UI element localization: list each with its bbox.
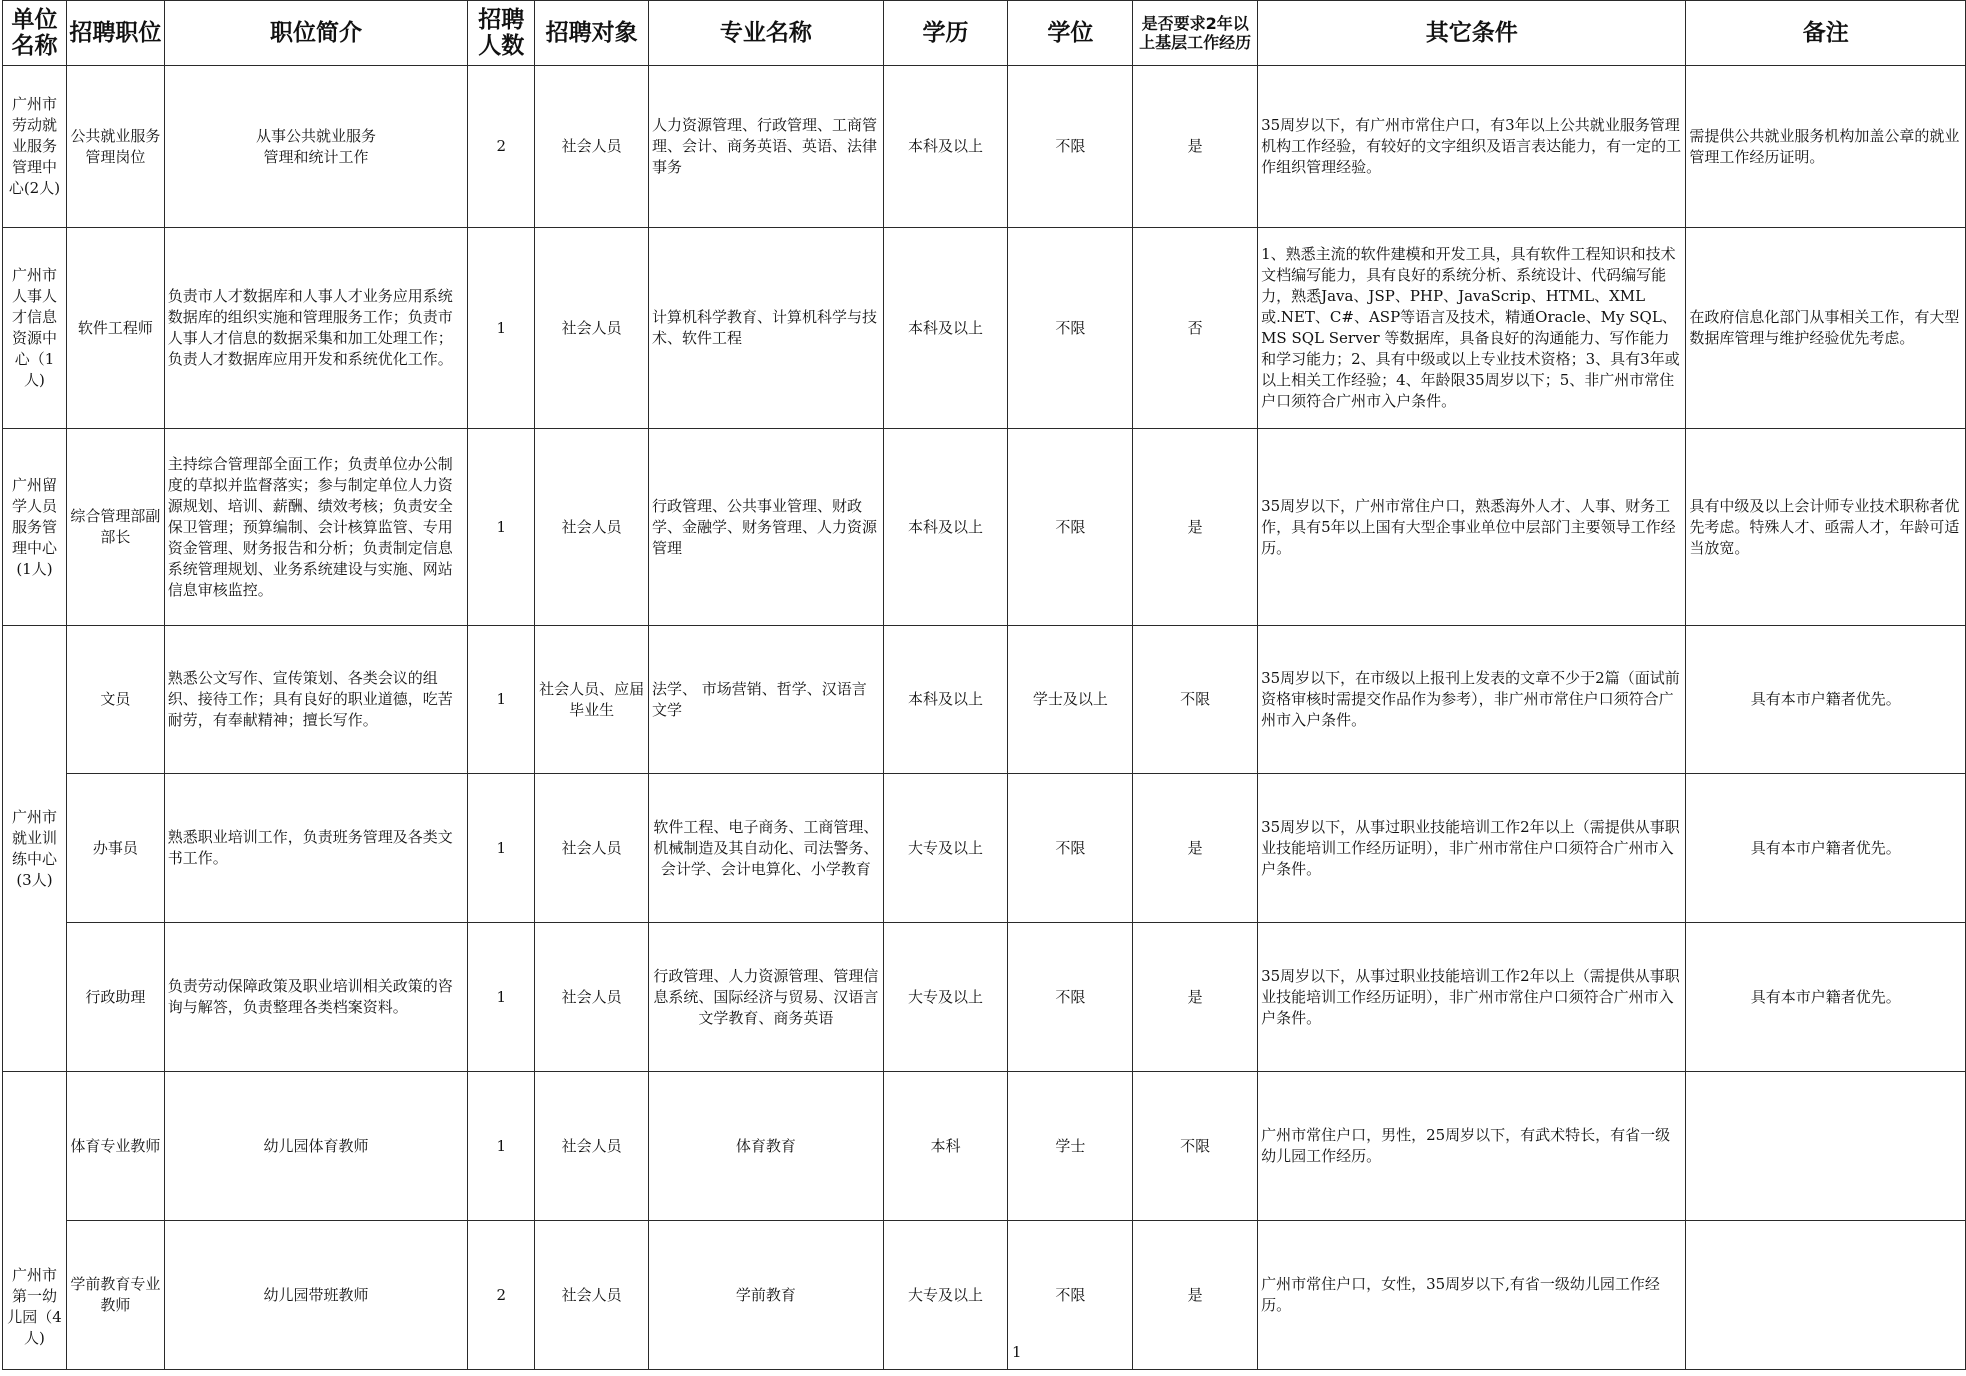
unit-name: 广州市劳动就业服务管理中心(2人)	[3, 66, 67, 228]
other-cell: 1、熟悉主流的软件建模和开发工具，具有软件工程知识和技术文档编写能力，具有良好的系统分析、系统设计、代码编写能力，熟悉Java、JSP、PHP、JavaScrip、HTML、XML或.NET、C#、ASP等语言及技术，精通Oracle、My SQL、MS SQL Server 等数据库，具备良好的沟通能力、写作能力和学习能力；2、具有中级或以上专业技术资格；3、具有3年或以上相关工作经验；4、年龄限35周岁以下；5、非广州市常住户口须符合广州市入户条件。	[1258, 228, 1686, 429]
education-cell: 本科	[883, 1072, 1008, 1221]
grassroots-cell: 不限	[1133, 1072, 1258, 1221]
education-cell: 大专及以上	[883, 1221, 1008, 1370]
table-row	[3, 228, 1966, 429]
degree-cell: 不限	[1008, 1221, 1133, 1370]
degree-cell: 学士	[1008, 1072, 1133, 1221]
major-cell: 学前教育	[649, 1221, 884, 1370]
education-cell: 本科及以上	[883, 626, 1008, 774]
unit-name: 广州市人事人才信息资源中心（1人)	[3, 228, 67, 429]
major-cell: 软件工程、电子商务、工商管理、机械制造及其自动化、司法警务、会计学、会计电算化、小学教育	[649, 774, 884, 923]
position-cell: 办事员	[66, 774, 164, 923]
header-row	[3, 1, 1966, 66]
count-cell: 1	[468, 228, 535, 429]
degree-cell: 学士及以上	[1008, 626, 1133, 774]
degree-cell: 不限	[1008, 429, 1133, 626]
count-cell: 1	[468, 923, 535, 1072]
position-cell: 软件工程师	[66, 228, 164, 429]
other-cell: 35周岁以下，广州市常住户口，熟悉海外人才、人事、财务工作，具有5年以上国有大型企事业单位中层部门主要领导工作经历。	[1258, 429, 1686, 626]
remark-cell: 具有本市户籍者优先。	[1686, 774, 1966, 923]
desc-cell: 负责劳动保障政策及职业培训相关政策的咨询与解答，负责整理各类档案资料。	[164, 923, 467, 1072]
grassroots-cell: 是	[1133, 774, 1258, 923]
remark-cell: 需提供公共就业服务机构加盖公章的就业管理工作经历证明。	[1686, 66, 1966, 228]
education-cell: 本科及以上	[883, 429, 1008, 626]
unit-name: 广州市第一幼儿园（4人)	[3, 1072, 67, 1370]
degree-cell: 不限	[1008, 923, 1133, 1072]
grassroots-cell: 是	[1133, 66, 1258, 228]
degree-cell: 不限	[1008, 228, 1133, 429]
target-cell: 社会人员	[535, 66, 649, 228]
degree-cell: 不限	[1008, 66, 1133, 228]
table-row	[3, 66, 1966, 228]
desc-cell: 熟悉公文写作、宣传策划、各类会议的组织、接待工作；具有良好的职业道德，吃苦耐劳，有奉献精神；擅长写作。	[164, 626, 467, 774]
count-cell: 1	[468, 774, 535, 923]
education-cell: 大专及以上	[883, 923, 1008, 1072]
remark-cell: 在政府信息化部门从事相关工作，有大型数据库管理与维护经验优先考虑。	[1686, 228, 1966, 429]
grassroots-cell: 不限	[1133, 626, 1258, 774]
remark-cell	[1686, 1072, 1966, 1221]
education-cell: 大专及以上	[883, 774, 1008, 923]
other-cell: 35周岁以下，在市级以上报刊上发表的文章不少于2篇（面试前资格审核时需提交作品作为参考），非广州市常住户口须符合广州市入户条件。	[1258, 626, 1686, 774]
header-other: 其它条件	[1258, 1, 1686, 66]
other-cell: 35周岁以下，从事过职业技能培训工作2年以上（需提供从事职业技能培训工作经历证明），非广州市常住户口须符合广州市入户条件。	[1258, 774, 1686, 923]
count-cell: 2	[468, 1221, 535, 1370]
header-desc: 职位简介	[164, 1, 467, 66]
degree-cell: 不限	[1008, 774, 1133, 923]
target-cell: 社会人员	[535, 1072, 649, 1221]
table-row	[3, 1072, 1966, 1221]
page-number: 1	[1012, 1343, 1022, 1361]
remark-cell: 具有中级及以上会计师专业技术职称者优先考虑。特殊人才、亟需人才，年龄可适当放宽。	[1686, 429, 1966, 626]
education-cell: 本科及以上	[883, 66, 1008, 228]
count-cell: 2	[468, 66, 535, 228]
desc-cell: 主持综合管理部全面工作；负责单位办公制度的草拟并监督落实；参与制定单位人力资源规划、培训、薪酬、绩效考核；负责安全保卫管理；预算编制、会计核算监管、专用资金管理、财务报告和分析；负责制定信息系统管理规划、业务系统建设与实施、网站信息审核监控。	[164, 429, 467, 626]
table-row	[3, 1221, 1966, 1370]
count-cell: 1	[468, 1072, 535, 1221]
desc-cell: 从事公共就业服务 管理和统计工作	[164, 66, 467, 228]
table-row	[3, 774, 1966, 923]
target-cell: 社会人员	[535, 228, 649, 429]
major-cell: 行政管理、人力资源管理、管理信息系统、国际经济与贸易、汉语言文学教育、商务英语	[649, 923, 884, 1072]
remark-cell: 具有本市户籍者优先。	[1686, 923, 1966, 1072]
table-row	[3, 626, 1966, 774]
desc-cell: 熟悉职业培训工作，负责班务管理及各类文书工作。	[164, 774, 467, 923]
major-cell: 人力资源管理、行政管理、工商管理、会计、商务英语、英语、法律事务	[649, 66, 884, 228]
count-cell: 1	[468, 429, 535, 626]
target-cell: 社会人员	[535, 1221, 649, 1370]
header-grassroots: 是否要求2年以上基层工作经历	[1133, 1, 1258, 66]
grassroots-cell: 否	[1133, 228, 1258, 429]
position-cell: 公共就业服务管理岗位	[66, 66, 164, 228]
position-cell: 学前教育专业教师	[66, 1221, 164, 1370]
header-unit: 单位名称	[3, 1, 67, 66]
table-row	[3, 923, 1966, 1072]
remark-cell	[1686, 1221, 1966, 1370]
target-cell: 社会人员	[535, 923, 649, 1072]
header-education: 学历	[883, 1, 1008, 66]
header-count: 招聘人数	[468, 1, 535, 66]
target-cell: 社会人员	[535, 774, 649, 923]
header-degree: 学位	[1008, 1, 1133, 66]
recruitment-table	[2, 0, 1966, 1370]
major-cell: 法学、 市场营销、哲学、汉语言文学	[649, 626, 884, 774]
position-cell: 体育专业教师	[66, 1072, 164, 1221]
major-cell: 行政管理、公共事业管理、财政学、金融学、财务管理、人力资源管理	[649, 429, 884, 626]
grassroots-cell: 是	[1133, 429, 1258, 626]
unit-name: 广州市就业训练中心(3人)	[3, 626, 67, 1072]
position-cell: 文员	[66, 626, 164, 774]
major-cell: 体育教育	[649, 1072, 884, 1221]
count-cell: 1	[468, 626, 535, 774]
unit-name: 广州留学人员服务管理中心(1人)	[3, 429, 67, 626]
other-cell: 广州市常住户口，女性，35周岁以下,有省一级幼儿园工作经历。	[1258, 1221, 1686, 1370]
table-row	[3, 429, 1966, 626]
other-cell: 35周岁以下，有广州市常住户口，有3年以上公共就业服务管理机构工作经验，有较好的文字组织及语言表达能力，有一定的工作组织管理经验。	[1258, 66, 1686, 228]
desc-cell: 幼儿园带班教师	[164, 1221, 467, 1370]
grassroots-cell: 是	[1133, 1221, 1258, 1370]
position-cell: 行政助理	[66, 923, 164, 1072]
remark-cell: 具有本市户籍者优先。	[1686, 626, 1966, 774]
target-cell: 社会人员	[535, 429, 649, 626]
major-cell: 计算机科学教育、计算机科学与技术、软件工程	[649, 228, 884, 429]
other-cell: 广州市常住户口，男性，25周岁以下，有武术特长，有省一级幼儿园工作经历。	[1258, 1072, 1686, 1221]
header-remark: 备注	[1686, 1, 1966, 66]
target-cell: 社会人员、应届毕业生	[535, 626, 649, 774]
education-cell: 本科及以上	[883, 228, 1008, 429]
position-cell: 综合管理部副部长	[66, 429, 164, 626]
header-position: 招聘职位	[66, 1, 164, 66]
desc-cell: 幼儿园体育教师	[164, 1072, 467, 1221]
grassroots-cell: 是	[1133, 923, 1258, 1072]
header-target: 招聘对象	[535, 1, 649, 66]
desc-cell: 负责市人才数据库和人事人才业务应用系统数据库的组织实施和管理服务工作；负责市人事人才信息的数据采集和加工处理工作；负责人才数据库应用开发和系统优化工作。	[164, 228, 467, 429]
header-major: 专业名称	[649, 1, 884, 66]
other-cell: 35周岁以下，从事过职业技能培训工作2年以上（需提供从事职业技能培训工作经历证明），非广州市常住户口须符合广州市入户条件。	[1258, 923, 1686, 1072]
